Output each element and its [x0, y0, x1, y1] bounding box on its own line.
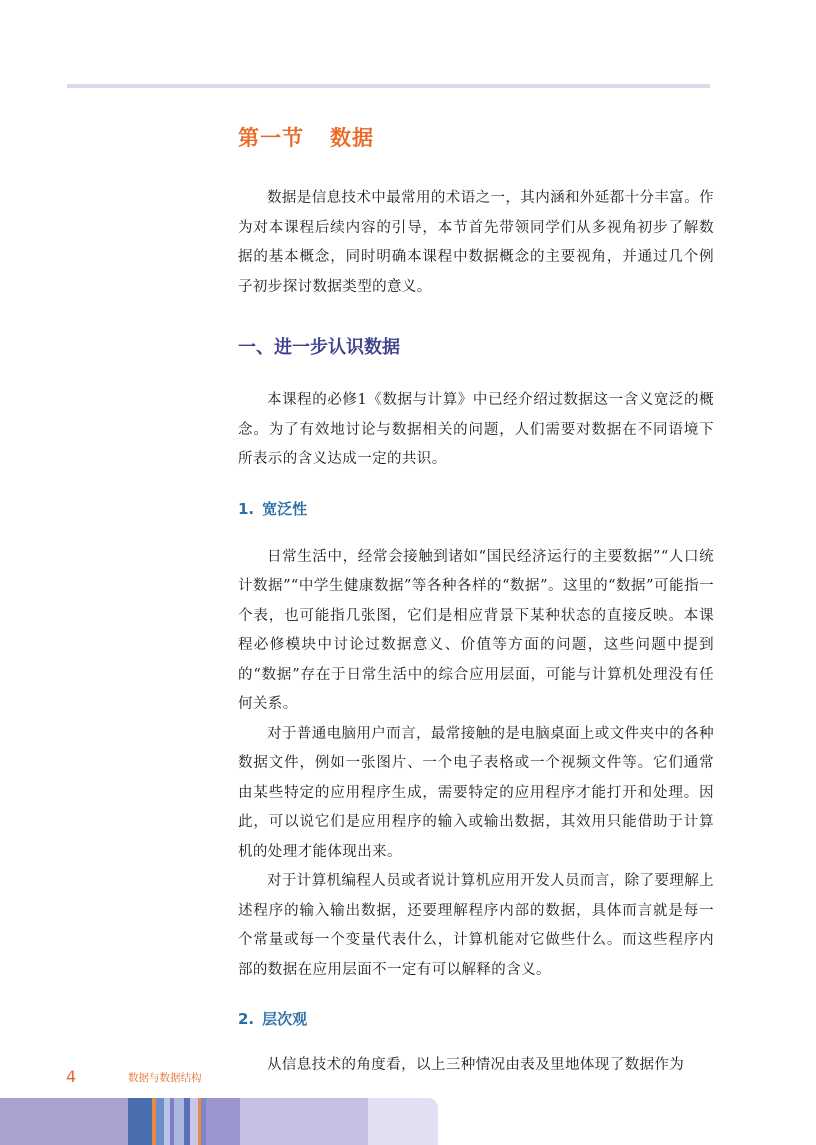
item-number: 1.	[238, 499, 255, 518]
decorative-band	[0, 1098, 816, 1145]
page-footer	[0, 1066, 816, 1096]
intro-paragraph: 数据是信息技术中最常用的术语之一，其内涵和外延都十分丰富。作为对本课程后续内容的引导，本节首先带领同学们从多视角初步了解数据的基本概念，同时明确本课程中数据概念的主要视角，并通过几个例子初步探讨数据类型的意义。	[238, 190, 714, 295]
item-heading-2	[238, 1003, 714, 1035]
top-rule	[67, 84, 710, 88]
body-paragraph: 对于计算机编程人员或者说计算机应用开发人员而言，除了要理解上述程序的输入输出数据，还要理解程序内部的数据，具体而言就是每一个常量或每一个变量代表什么，计算机能对它做些什么。而这些程序内部的数据在应用层面不一定有可以解释的含义。	[238, 873, 714, 978]
item-title: 层次观	[262, 1010, 308, 1028]
item-number: 2.	[238, 1010, 255, 1028]
item-title: 宽泛性	[262, 499, 308, 518]
section-name: 数据	[330, 126, 374, 150]
body-paragraph: 对于普通电脑用户而言，最常接触的是电脑桌面上或文件夹中的各种数据文件，例如一张图片、一个电子表格或一个视频文件等。它们通常由某些特定的应用程序生成，需要特定的应用程序才能打开和处理。因此，可以说它们是应用程序的输入或输出数据，其效用只能借助于计算机的处理才能体现出来。	[238, 725, 714, 860]
subsection-paragraph: 本课程的必修1《数据与计算》中已经介绍过数据这一含义宽泛的概念。为了有效地讨论与数据相关的问题，人们需要对数据在不同语境下所表示的含义达成一定的共识。	[238, 392, 714, 467]
item-heading-1	[238, 493, 714, 525]
section-title	[238, 118, 714, 158]
page-number: 4	[66, 1067, 77, 1086]
body-paragraph: 日常生活中，经常会接触到诸如“国民经济运行的主要数据”“人口统计数据”“中学生健康数据”等各种各样的“数据”。这里的“数据”可能指一个表，也可能指几张图，它们是相应背景下某种状态的直接反映。本课程必修模块中讨论过数据意义、价值等方面的问题，这些问题中提到的“数据”存在于日常生活中的综合应用层面，可能与计算机处理没有任何关系。	[238, 548, 714, 712]
section-number: 第一节	[238, 126, 304, 150]
body-paragraph: 从信息技术的角度看，以上三种情况由表及里地体现了数据作为	[267, 1057, 685, 1073]
page-content	[238, 118, 714, 1081]
subsection-heading: 一、进一步认识数据	[238, 337, 400, 358]
book-title: 数据与数据结构	[128, 1072, 202, 1084]
